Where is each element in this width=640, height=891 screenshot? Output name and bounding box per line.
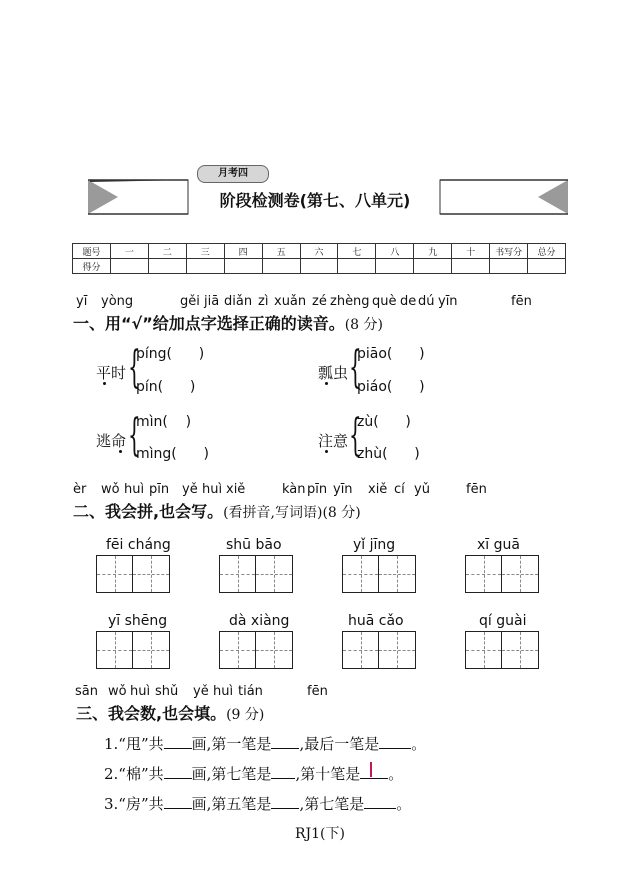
word-pinyin-label: xī guā — [477, 537, 520, 553]
cell: 五 — [262, 244, 300, 259]
brace: { — [128, 410, 141, 461]
pinyin: fēn — [466, 482, 487, 497]
score-cell[interactable] — [452, 259, 490, 274]
section-2-note: (看拼音,写词语) — [223, 505, 323, 521]
section-2-title: 二、我会拼,也会写。 — [73, 502, 224, 521]
section-1-title: 一、用“√”给加点字选择正确的读音。 — [73, 314, 345, 333]
word-zhuyi: 注意 — [318, 432, 349, 450]
cell: 六 — [300, 244, 338, 259]
answer-blank[interactable] — [164, 794, 192, 809]
word-pinyin-label: fēi cháng — [106, 537, 171, 553]
cell: 二 — [148, 244, 186, 259]
pinyin: kàn — [282, 482, 306, 497]
score-cell[interactable] — [414, 259, 452, 274]
pinyin: xiě — [368, 482, 388, 497]
reading-option[interactable]: zù( ) — [357, 414, 411, 430]
pinyin: wǒ — [101, 482, 120, 497]
pinyin: tián — [238, 684, 263, 699]
score-table — [72, 243, 566, 274]
word-pinyin-label: yī shēng — [108, 613, 168, 629]
cell: 八 — [376, 244, 414, 259]
brace: { — [349, 342, 362, 393]
pinyin: jiā — [204, 294, 220, 309]
score-cell[interactable] — [224, 259, 262, 274]
answer-blank[interactable] — [360, 764, 388, 779]
score-cell[interactable] — [186, 259, 224, 274]
pinyin: gěi — [180, 294, 200, 309]
writing-grid[interactable] — [342, 631, 416, 669]
handwritten-stroke-mark — [370, 762, 372, 777]
pinyin: dú — [418, 294, 435, 309]
pinyin: xiě — [226, 482, 246, 497]
word-pinyin-label: qí guài — [479, 613, 527, 629]
pinyin: yī — [76, 294, 88, 309]
grid-cell[interactable] — [220, 632, 256, 668]
reading-option[interactable]: mìng( ) — [136, 446, 209, 462]
pinyin: cí — [394, 482, 405, 497]
section-3-score: (9 分) — [226, 707, 265, 723]
word-pinyin-label: shū bāo — [226, 537, 282, 553]
grid-cell[interactable] — [133, 632, 169, 668]
word-pinyin-label: yǐ jīng — [353, 537, 396, 553]
answer-blank[interactable] — [271, 734, 299, 749]
grid-cell[interactable] — [502, 632, 538, 668]
score-table-header-row — [73, 244, 566, 259]
writing-grid[interactable] — [96, 555, 170, 593]
grid-cell[interactable] — [466, 632, 502, 668]
word-pingshi: 平时 — [96, 364, 127, 382]
section-3-heading — [76, 701, 264, 724]
writing-grid[interactable] — [219, 555, 293, 593]
pinyin: pīn — [307, 482, 328, 497]
cell: 四 — [224, 244, 262, 259]
q-text: ,第十笔是 — [295, 765, 361, 783]
pinyin: zé — [312, 294, 327, 309]
reading-option[interactable]: mìn( ) — [136, 414, 192, 430]
q-text: 画,第五笔是 — [191, 795, 272, 813]
pinyin: fēn — [511, 294, 532, 309]
grid-cell[interactable] — [379, 632, 415, 668]
reading-option[interactable]: píng( ) — [136, 346, 205, 362]
answer-blank[interactable] — [271, 764, 295, 779]
pinyin: yòng — [101, 294, 134, 309]
score-cell[interactable] — [490, 259, 528, 274]
pinyin: yě — [193, 684, 209, 699]
reading-option[interactable]: piáo( ) — [357, 379, 425, 395]
writing-grid[interactable] — [219, 631, 293, 669]
pinyin: xuǎn — [274, 294, 307, 309]
answer-blank[interactable] — [164, 764, 192, 779]
q-text: 画,第七笔是 — [191, 765, 272, 783]
pinyin: de — [400, 294, 417, 309]
grid-cell[interactable] — [502, 556, 538, 592]
emphasis-dot — [103, 382, 106, 385]
pinyin: zhèng — [330, 294, 370, 309]
brace: { — [349, 410, 362, 461]
score-cell[interactable] — [262, 259, 300, 274]
section-1-score: (8 分) — [344, 317, 383, 333]
word-pinyin-label: dà xiàng — [229, 613, 290, 629]
grid-cell[interactable] — [466, 556, 502, 592]
grid-cell[interactable] — [133, 556, 169, 592]
q-text: 。 — [396, 795, 412, 813]
question-2 — [104, 763, 403, 784]
cell: 九 — [414, 244, 452, 259]
pinyin: huì — [124, 482, 145, 497]
score-table-score-row — [73, 259, 566, 274]
grid-cell[interactable] — [97, 556, 133, 592]
cell: 书写分 — [490, 244, 528, 259]
cell: 三 — [186, 244, 224, 259]
emphasis-dot — [119, 450, 122, 453]
writing-grid[interactable] — [465, 555, 539, 593]
writing-grid[interactable] — [96, 631, 170, 669]
pinyin: èr — [73, 482, 87, 497]
q-text: 3.“房”共 — [104, 795, 164, 813]
emphasis-dot — [325, 450, 328, 453]
q-text: ,第七笔是 — [299, 795, 365, 813]
cell: 得分 — [73, 259, 111, 274]
page-footer: RJ1(下) — [295, 826, 345, 842]
pinyin: yīn — [438, 294, 458, 309]
score-cell[interactable] — [300, 259, 338, 274]
exam-badge: 月考四 — [197, 165, 269, 183]
word-pinyin-label: huā cǎo — [348, 613, 404, 629]
pinyin: huì — [213, 684, 234, 699]
grid-cell[interactable] — [256, 632, 292, 668]
cell: 题号 — [73, 244, 111, 259]
section-1-heading — [73, 311, 383, 334]
pinyin: zì — [258, 294, 269, 309]
grid-cell[interactable] — [343, 632, 379, 668]
answer-blank[interactable] — [379, 734, 411, 749]
score-cell[interactable] — [110, 259, 148, 274]
reading-option[interactable]: piāo( ) — [357, 346, 425, 362]
grid-cell[interactable] — [220, 556, 256, 592]
cell: 十 — [452, 244, 490, 259]
pinyin: huì — [202, 482, 223, 497]
score-cell[interactable] — [376, 259, 414, 274]
section-2-heading — [73, 499, 361, 522]
pinyin: wǒ — [108, 684, 127, 699]
pinyin: què — [372, 294, 397, 309]
cell: 一 — [110, 244, 148, 259]
writing-grid[interactable] — [342, 555, 416, 593]
question-1 — [104, 733, 426, 754]
grid-cell[interactable] — [256, 556, 292, 592]
cell: 七 — [338, 244, 376, 259]
answer-blank[interactable] — [164, 734, 192, 749]
emphasis-dot — [325, 382, 328, 385]
q-text: 画,第一笔是 — [191, 735, 272, 753]
score-cell[interactable] — [338, 259, 376, 274]
word-taoming: 逃命 — [96, 432, 127, 450]
answer-blank[interactable] — [364, 794, 396, 809]
score-cell[interactable] — [148, 259, 186, 274]
section-3-title: 三、我会数,也会填。 — [76, 704, 227, 723]
reading-option[interactable]: zhù( ) — [357, 446, 420, 462]
q-text: 2.“棉”共 — [104, 765, 164, 783]
pinyin: pīn — [149, 482, 170, 497]
word-piaochong: 瓢虫 — [318, 364, 349, 382]
pinyin: sān — [75, 684, 98, 699]
question-3 — [104, 793, 411, 814]
pinyin: diǎn — [224, 294, 253, 309]
section-2-score: (8 分) — [322, 505, 361, 521]
grid-cell[interactable] — [379, 556, 415, 592]
pinyin: yě — [182, 482, 198, 497]
writing-grid[interactable] — [465, 631, 539, 669]
pinyin: shǔ — [155, 684, 179, 699]
page-title: 阶段检测卷(第七、八单元) — [219, 191, 411, 210]
answer-blank[interactable] — [271, 794, 299, 809]
brace: { — [128, 342, 141, 393]
grid-cell[interactable] — [343, 556, 379, 592]
pinyin: fēn — [307, 684, 328, 699]
q-text: 1.“甩”共 — [104, 735, 164, 753]
pinyin: yīn — [333, 482, 353, 497]
grid-cell[interactable] — [97, 632, 133, 668]
pinyin: huì — [130, 684, 151, 699]
q-text: 。 — [411, 735, 427, 753]
cell: 总分 — [528, 244, 566, 259]
q-text: ,最后一笔是 — [299, 735, 380, 753]
pinyin: yǔ — [414, 482, 430, 497]
score-cell[interactable] — [528, 259, 566, 274]
reading-option[interactable]: pín( ) — [136, 379, 196, 395]
q-text: 。 — [388, 765, 404, 783]
